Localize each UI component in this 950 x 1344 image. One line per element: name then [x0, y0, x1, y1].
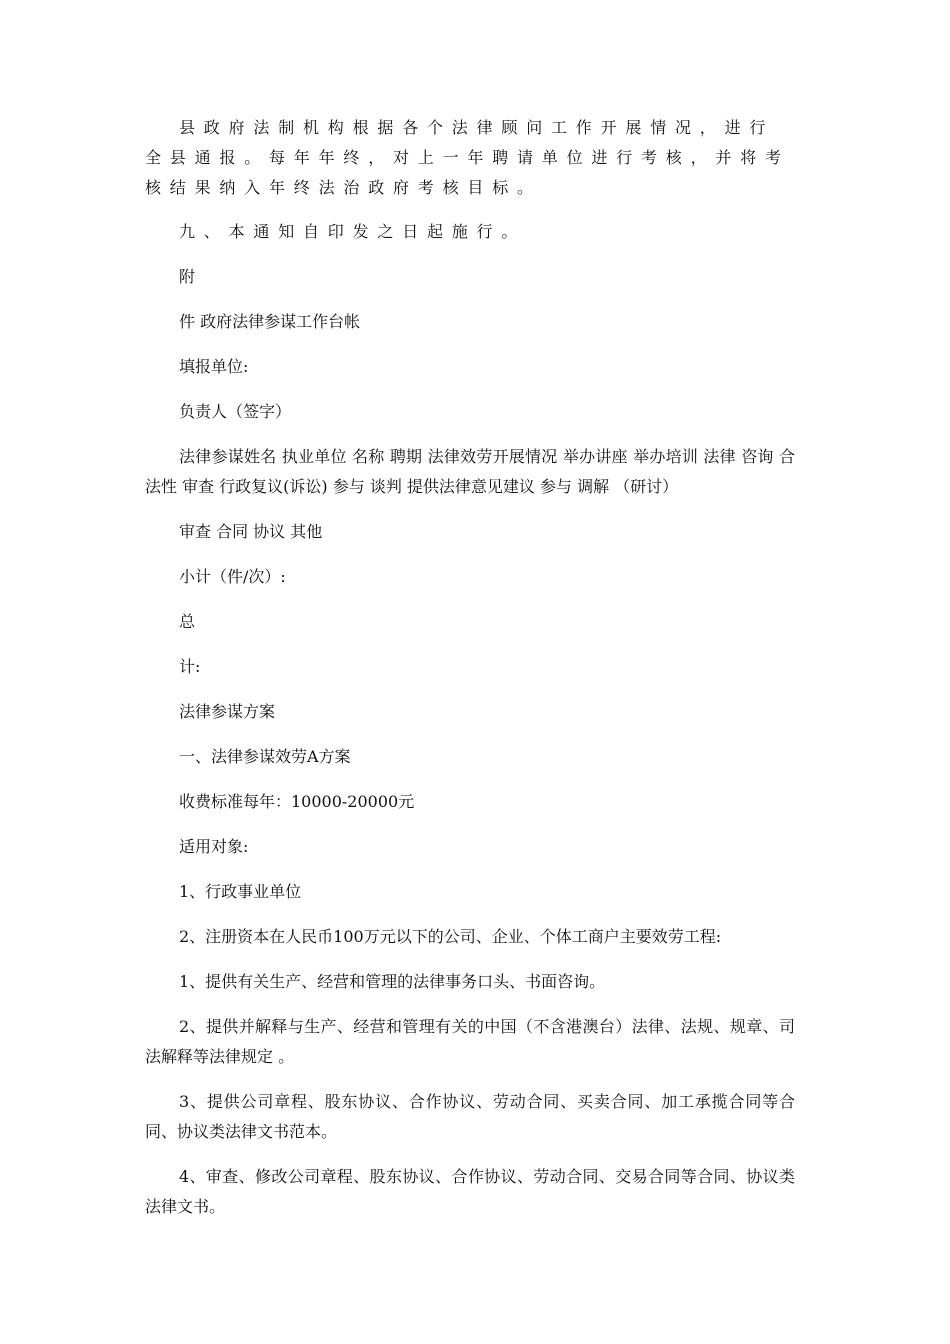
paragraph-attachment-label: 附 — [179, 267, 196, 286]
section-title-legal-plan: 法律参谋方案 — [179, 702, 276, 721]
paragraph-target-audience: 适用对象: — [179, 837, 249, 856]
paragraph-review-items: 审查 合同 协议 其他 — [179, 522, 323, 541]
paragraph-responsible-person: 负责人（签字） — [179, 402, 292, 421]
service-item-2: 2、提供并解释与生产、经营和管理有关的中国（不含港澳台）法律、法规、规章、司法解释等法律规定 。 — [145, 1017, 795, 1066]
paragraph-subtotal: 小计（件/次）: — [179, 567, 286, 586]
paragraph-total-1: 总 — [179, 612, 196, 631]
paragraph-table-headers: 法律参谋姓名 执业单位 名称 聘期 法律效劳开展情况 举办讲座 举办培训 法律 咨询 合法性 审查 行政复议(诉讼) 参与 谈判 提供法律意见建议 参与 调解 （研讨） — [145, 447, 795, 496]
paragraph-plan-a: 一、法律参谋效劳A方案 — [179, 747, 351, 766]
service-item-3: 3、提供公司章程、股东协议、合作协议、劳动合同、买卖合同、加工承揽合同等合同、协议类法律文书范本。 — [145, 1092, 795, 1141]
paragraph-attachment-title: 件 政府法律参谋工作台帐 — [179, 312, 361, 331]
paragraph-total-2: 计: — [179, 657, 201, 676]
paragraph-reporting-unit: 填报单位: — [179, 357, 249, 376]
list-item-2: 2、注册资本在人民币100万元以下的公司、企业、个体工商户主要效劳工程: — [179, 927, 722, 946]
paragraph-effective-date: 九、本通知自印发之日起施行。 — [179, 222, 527, 241]
paragraph-county-report: 县政府法制机构根据各个法律顾问工作开展情况，进行全县通报。每年年终，对上一年聘请单位进行考核，并将考核结果纳入年终法治政府考核目标。 — [145, 118, 790, 197]
service-item-1: 1、提供有关生产、经营和管理的法律事务口头、书面咨询。 — [179, 972, 606, 991]
service-item-4: 4、审查、修改公司章程、股东协议、合作协议、劳动合同、交易合同等合同、协议类法律文书。 — [145, 1167, 795, 1216]
list-item-1: 1、行政事业单位 — [179, 882, 302, 901]
paragraph-fee-standard: 收费标准每年：10000-20000元 — [179, 792, 415, 811]
